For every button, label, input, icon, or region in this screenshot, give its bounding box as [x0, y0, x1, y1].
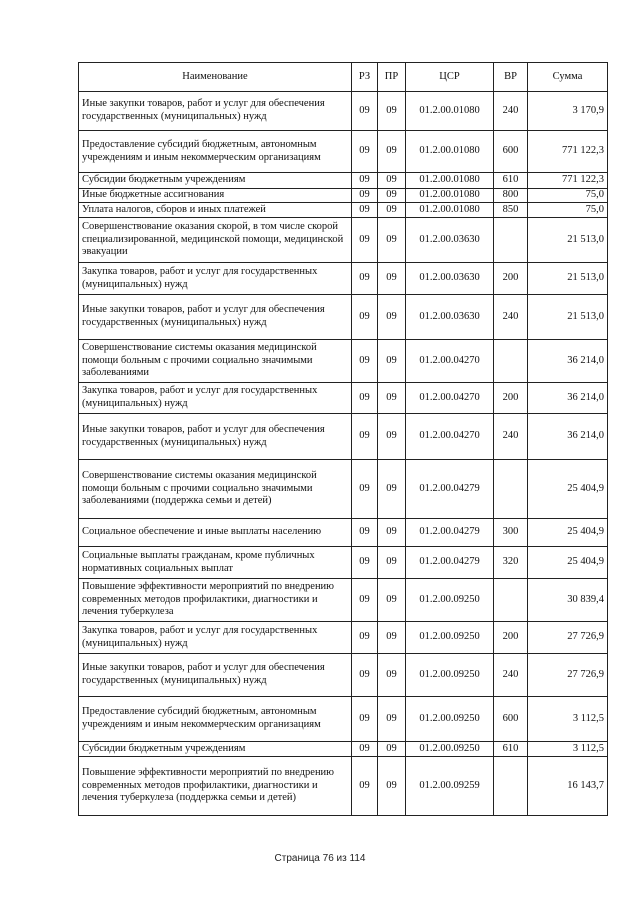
cell-pr: 09: [378, 92, 406, 131]
cell-vr: 320: [494, 547, 528, 579]
table-row: [79, 92, 608, 131]
table-row: [79, 519, 608, 547]
cell-pr: 09: [378, 263, 406, 295]
table-row: [79, 757, 608, 816]
cell-vr: [494, 218, 528, 263]
cell-csr: 01.2.00.01080: [406, 173, 494, 189]
cell-rz: 09: [352, 414, 378, 460]
cell-vr: 200: [494, 383, 528, 414]
table-row: [79, 654, 608, 697]
cell-rz: 09: [352, 697, 378, 742]
cell-csr: 01.2.00.09250: [406, 742, 494, 757]
cell-name: Совершенствование системы оказания медицинской помощи больным с прочими социально значимыми заболеваниями: [79, 340, 352, 383]
cell-sum: 3 112,5: [528, 742, 608, 757]
cell-sum: 21 513,0: [528, 263, 608, 295]
table-row: [79, 131, 608, 173]
cell-vr: [494, 579, 528, 622]
cell-csr: 01.2.00.09259: [406, 757, 494, 816]
cell-name: Субсидии бюджетным учреждениям: [79, 173, 352, 189]
cell-csr: 01.2.00.09250: [406, 697, 494, 742]
cell-vr: 240: [494, 92, 528, 131]
cell-name: Предоставление субсидий бюджетным, автономным учреждениям и иным некоммерческим организациям: [79, 697, 352, 742]
cell-rz: 09: [352, 295, 378, 340]
table-row: [79, 579, 608, 622]
cell-csr: 01.2.00.04270: [406, 383, 494, 414]
cell-name: Закупка товаров, работ и услуг для государственных (муниципальных) нужд: [79, 263, 352, 295]
cell-rz: 09: [352, 547, 378, 579]
cell-name: Уплата налогов, сборов и иных платежей: [79, 203, 352, 218]
cell-csr: 01.2.00.04270: [406, 414, 494, 460]
cell-csr: 01.2.00.09250: [406, 654, 494, 697]
cell-name: Совершенствование системы оказания медицинской помощи больным с прочими социально значимыми заболеваниями (поддержка семьи и детей): [79, 460, 352, 519]
cell-csr: 01.2.00.01080: [406, 203, 494, 218]
cell-sum: 36 214,0: [528, 414, 608, 460]
cell-rz: 09: [352, 173, 378, 189]
cell-vr: 800: [494, 189, 528, 203]
cell-rz: 09: [352, 383, 378, 414]
cell-sum: 36 214,0: [528, 383, 608, 414]
cell-name: Повышение эффективности мероприятий по внедрению современных методов профилактики, диагностики и лечения туберкулеза (поддержка семьи и детей): [79, 757, 352, 816]
table-row: [79, 218, 608, 263]
cell-name: Закупка товаров, работ и услуг для государственных (муниципальных) нужд: [79, 383, 352, 414]
cell-csr: 01.2.00.09250: [406, 579, 494, 622]
table-row: [79, 173, 608, 189]
table-row: [79, 340, 608, 383]
cell-rz: 09: [352, 189, 378, 203]
table-row: [79, 622, 608, 654]
cell-pr: 09: [378, 654, 406, 697]
cell-sum: 75,0: [528, 189, 608, 203]
header-rz: РЗ: [352, 63, 378, 92]
cell-pr: 09: [378, 295, 406, 340]
cell-sum: 771 122,3: [528, 131, 608, 173]
cell-vr: 600: [494, 697, 528, 742]
cell-rz: 09: [352, 218, 378, 263]
cell-pr: 09: [378, 460, 406, 519]
cell-name: Иные закупки товаров, работ и услуг для обеспечения государственных (муниципальных) нужд: [79, 654, 352, 697]
budget-table: [78, 62, 608, 816]
cell-csr: 01.2.00.03630: [406, 218, 494, 263]
cell-vr: 850: [494, 203, 528, 218]
cell-sum: 36 214,0: [528, 340, 608, 383]
cell-vr: 300: [494, 519, 528, 547]
header-sum: Сумма: [528, 63, 608, 92]
cell-vr: 200: [494, 622, 528, 654]
header-pr: ПР: [378, 63, 406, 92]
cell-csr: 01.2.00.01080: [406, 131, 494, 173]
cell-pr: 09: [378, 414, 406, 460]
cell-name: Иные бюджетные ассигнования: [79, 189, 352, 203]
header-csr: ЦСР: [406, 63, 494, 92]
cell-sum: 75,0: [528, 203, 608, 218]
cell-name: Иные закупки товаров, работ и услуг для обеспечения государственных (муниципальных) нужд: [79, 414, 352, 460]
cell-rz: 09: [352, 460, 378, 519]
cell-sum: 27 726,9: [528, 622, 608, 654]
cell-rz: 09: [352, 340, 378, 383]
cell-name: Повышение эффективности мероприятий по внедрению современных методов профилактики, диагностики и лечения туберкулеза: [79, 579, 352, 622]
table-header-row: [79, 63, 608, 92]
cell-sum: 30 839,4: [528, 579, 608, 622]
cell-vr: 240: [494, 295, 528, 340]
cell-vr: 610: [494, 742, 528, 757]
cell-name: Закупка товаров, работ и услуг для государственных (муниципальных) нужд: [79, 622, 352, 654]
cell-rz: 09: [352, 519, 378, 547]
cell-csr: 01.2.00.04270: [406, 340, 494, 383]
cell-sum: 25 404,9: [528, 547, 608, 579]
cell-rz: 09: [352, 579, 378, 622]
cell-pr: 09: [378, 757, 406, 816]
cell-sum: 3 112,5: [528, 697, 608, 742]
cell-pr: 09: [378, 131, 406, 173]
cell-csr: 01.2.00.04279: [406, 547, 494, 579]
cell-rz: 09: [352, 203, 378, 218]
cell-pr: 09: [378, 189, 406, 203]
cell-pr: 09: [378, 579, 406, 622]
table-row: [79, 203, 608, 218]
cell-vr: 240: [494, 414, 528, 460]
table-row: [79, 460, 608, 519]
cell-vr: [494, 460, 528, 519]
table-row: [79, 383, 608, 414]
cell-csr: 01.2.00.09250: [406, 622, 494, 654]
cell-sum: 771 122,3: [528, 173, 608, 189]
cell-sum: 16 143,7: [528, 757, 608, 816]
table-row: [79, 742, 608, 757]
cell-pr: 09: [378, 697, 406, 742]
cell-pr: 09: [378, 383, 406, 414]
cell-vr: 600: [494, 131, 528, 173]
cell-rz: 09: [352, 742, 378, 757]
cell-name: Иные закупки товаров, работ и услуг для обеспечения государственных (муниципальных) нужд: [79, 92, 352, 131]
table-row: [79, 547, 608, 579]
table-row: [79, 263, 608, 295]
cell-name: Совершенствование оказания скорой, в том числе скорой специализированной, медицинской помощи, медицинской эвакуации: [79, 218, 352, 263]
cell-pr: 09: [378, 519, 406, 547]
cell-pr: 09: [378, 173, 406, 189]
cell-sum: 21 513,0: [528, 295, 608, 340]
cell-rz: 09: [352, 263, 378, 295]
table-row: [79, 414, 608, 460]
cell-pr: 09: [378, 742, 406, 757]
cell-pr: 09: [378, 622, 406, 654]
cell-csr: 01.2.00.03630: [406, 295, 494, 340]
cell-rz: 09: [352, 131, 378, 173]
cell-csr: 01.2.00.03630: [406, 263, 494, 295]
cell-csr: 01.2.00.04279: [406, 519, 494, 547]
cell-pr: 09: [378, 218, 406, 263]
cell-vr: [494, 340, 528, 383]
cell-rz: 09: [352, 92, 378, 131]
cell-name: Социальные выплаты гражданам, кроме публичных нормативных социальных выплат: [79, 547, 352, 579]
cell-vr: 240: [494, 654, 528, 697]
cell-vr: [494, 757, 528, 816]
cell-vr: 610: [494, 173, 528, 189]
page-number: Страница 76 из 114: [274, 853, 366, 864]
table-row: [79, 189, 608, 203]
cell-name: Предоставление субсидий бюджетным, автономным учреждениям и иным некоммерческим организациям: [79, 131, 352, 173]
cell-pr: 09: [378, 547, 406, 579]
table-row: [79, 295, 608, 340]
cell-csr: 01.2.00.04279: [406, 460, 494, 519]
cell-csr: 01.2.00.01080: [406, 189, 494, 203]
cell-csr: 01.2.00.01080: [406, 92, 494, 131]
cell-name: Субсидии бюджетным учреждениям: [79, 742, 352, 757]
cell-vr: 200: [494, 263, 528, 295]
cell-pr: 09: [378, 340, 406, 383]
cell-sum: 3 170,9: [528, 92, 608, 131]
cell-rz: 09: [352, 757, 378, 816]
cell-sum: 25 404,9: [528, 460, 608, 519]
cell-pr: 09: [378, 203, 406, 218]
cell-sum: 21 513,0: [528, 218, 608, 263]
cell-rz: 09: [352, 622, 378, 654]
cell-name: Социальное обеспечение и иные выплаты населению: [79, 519, 352, 547]
cell-name: Иные закупки товаров, работ и услуг для обеспечения государственных (муниципальных) нужд: [79, 295, 352, 340]
table-row: [79, 697, 608, 742]
header-name: Наименование: [79, 63, 352, 92]
header-vr: ВР: [494, 63, 528, 92]
cell-sum: 27 726,9: [528, 654, 608, 697]
cell-rz: 09: [352, 654, 378, 697]
cell-sum: 25 404,9: [528, 519, 608, 547]
